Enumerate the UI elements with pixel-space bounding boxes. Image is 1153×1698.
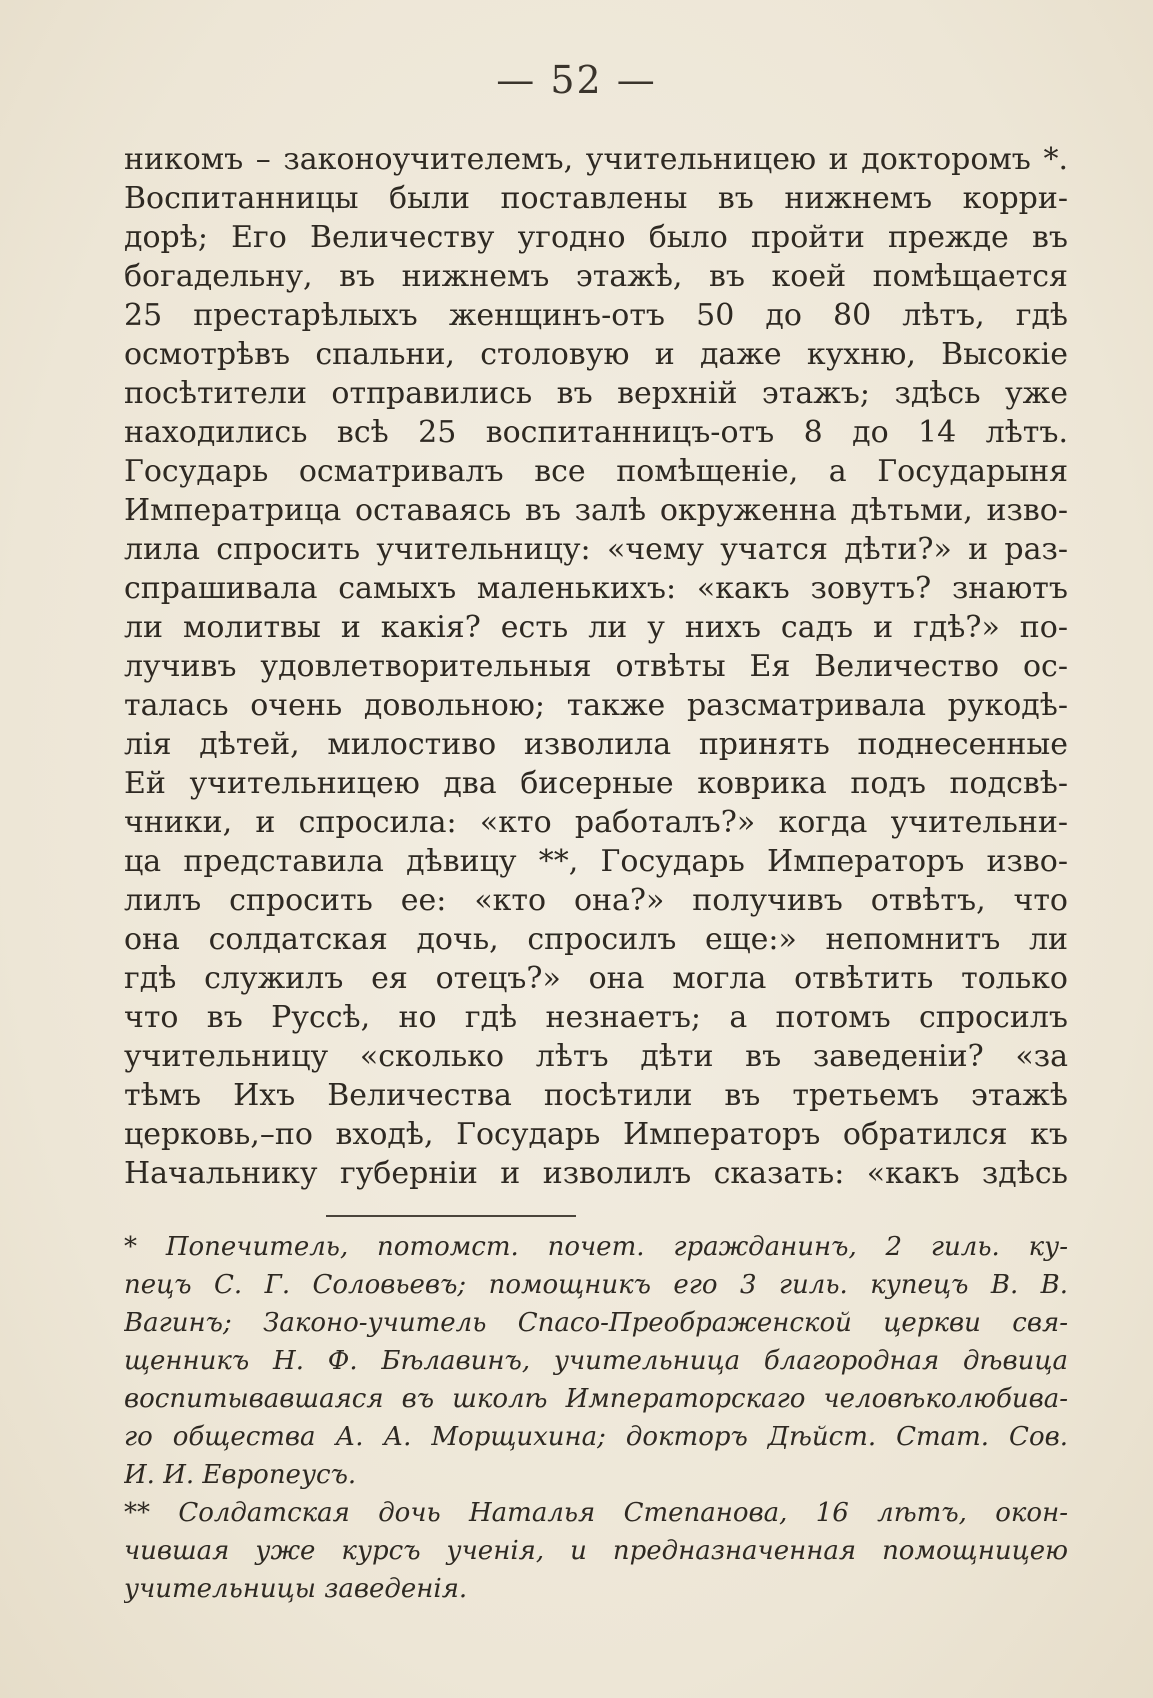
text-line: гдѣ служилъ ея отецъ?» она могла отвѣтить только — [124, 961, 1068, 996]
footnote-line: Вагинъ; Законо-учитель Спасо-Преображенской церкви свя- — [124, 1308, 1068, 1338]
text-line: богадельну, въ нижнемъ этажѣ, въ коей помѣщается — [124, 259, 1068, 294]
text-line: лiя дѣтей, милостиво изволила принять поднесенные — [124, 727, 1068, 762]
footnote-line: пецъ С. Г. Соловьевъ; помощникъ его 3 гиль. купецъ В. В. — [124, 1270, 1068, 1300]
text-line: Государь осматривалъ все помѣщенiе, а Государыня — [124, 454, 1068, 489]
footnotes — [124, 1228, 1068, 1608]
footnote-line: го общества А. А. Морщихина; докторъ Дѣйст. Стат. Сов. — [124, 1422, 1068, 1452]
footnote-line: И. И. Европеусъ. — [124, 1460, 357, 1490]
text-line: Воспитанницы были поставлены въ нижнемъ корри- — [124, 181, 1068, 216]
footnote-line: учительницы заведенiя. — [124, 1574, 468, 1604]
footnote-line: воспитывавшаяся въ школѣ Императорскаго человѣколюбива- — [124, 1384, 1068, 1414]
text-line: Ей учительницею два бисерные коврика подъ подсвѣ- — [124, 766, 1068, 801]
text-line: Начальнику губернiи и изволилъ сказать: «какъ здѣсь — [124, 1156, 1068, 1191]
page-number: — 52 — — [496, 58, 657, 102]
text-line: что въ Руссѣ, но гдѣ незнаетъ; а потомъ спросилъ — [124, 1000, 1068, 1035]
main-text — [124, 140, 1068, 1193]
text-line: Императрица оставаясь въ залѣ окруженна дѣтьми, изво- — [124, 493, 1068, 528]
footnote-line: * Попечитель, потомст. почет. гражданинъ, 2 гиль. ку- — [124, 1232, 1068, 1262]
text-line: лучивъ удовлетворительныя отвѣты Ея Величество ос- — [124, 649, 1068, 684]
text-line: лилъ спросить ее: «кто она?» получивъ отвѣтъ, что — [124, 883, 1068, 918]
text-line: ли молитвы и какiя? есть ли у нихъ садъ и гдѣ?» по- — [124, 610, 1068, 645]
text-line: никомъ – законоучителемъ, учительницею и докторомъ *. — [124, 142, 1068, 177]
text-line: 25 престарѣлыхъ женщинъ-отъ 50 до 80 лѣтъ, гдѣ — [124, 298, 1068, 333]
footnote-separator — [326, 1215, 576, 1217]
text-line: она солдатская дочь, спросилъ еще:» непомнитъ ли — [124, 922, 1068, 957]
text-line: посѣтители отправились въ верхнiй этажъ; здѣсь уже — [124, 376, 1068, 411]
footnote-line: щенникъ Н. Ф. Бѣлавинъ, учительница благородная дѣвица — [124, 1346, 1068, 1376]
text-line: спрашивала самыхъ маленькихъ: «какъ зовутъ? знаютъ — [124, 571, 1068, 606]
text-line: дорѣ; Его Величеству угодно было пройти прежде въ — [124, 220, 1068, 255]
footnote-line: ** Солдатская дочь Наталья Степанова, 16 лѣтъ, окон- — [124, 1498, 1068, 1528]
text-line: церковь,–по входѣ, Государь Императоръ обратился къ — [124, 1117, 1068, 1152]
text-line: осмотрѣвъ спальни, столовую и даже кухню, Высокiе — [124, 337, 1068, 372]
text-line: ца представила дѣвицу **, Государь Императоръ изво- — [124, 844, 1068, 879]
text-line: тѣмъ Ихъ Величества посѣтили въ третьемъ этажѣ — [124, 1078, 1068, 1113]
text-line: талась очень довольною; также разсматривала рукодѣ- — [124, 688, 1068, 723]
footnote-line: чившая уже курсъ ученiя, и предназначенная помощницею — [124, 1536, 1068, 1566]
text-line: учительницу «сколько лѣтъ дѣти въ заведенiи? «за — [124, 1039, 1068, 1074]
text-line: находились всѣ 25 воспитанницъ-отъ 8 до 14 лѣтъ. — [124, 415, 1068, 450]
text-line: чники, и спросила: «кто работалъ?» когда учительни- — [124, 805, 1068, 840]
text-line: лила спросить учительницу: «чему учатся дѣти?» и раз- — [124, 532, 1068, 567]
